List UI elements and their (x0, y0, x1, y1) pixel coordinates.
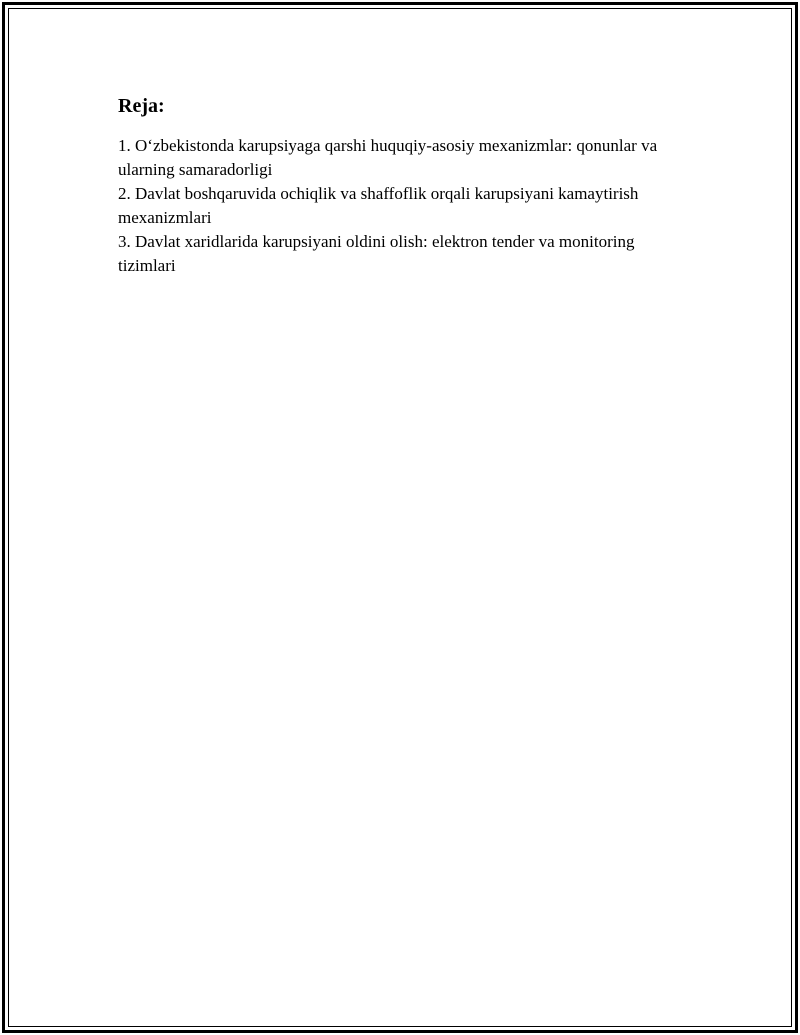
plan-list (118, 134, 688, 278)
plan-heading: Reja: (118, 95, 165, 117)
plan-item-3: 3. Davlat xaridlarida karupsiyani oldini olish: elektron tender va monitoring tizimlari (118, 232, 635, 275)
plan-item-1: 1. O‘zbekistonda karupsiyaga qarshi huquqiy-asosiy mexanizmlar: qonunlar va ularning samaradorligi (118, 136, 658, 179)
plan-item-2: 2. Davlat boshqaruvida ochiqlik va shaffoflik orqali karupsiyani kamaytirish mexanizmlari (118, 184, 639, 227)
document-content (118, 92, 688, 278)
